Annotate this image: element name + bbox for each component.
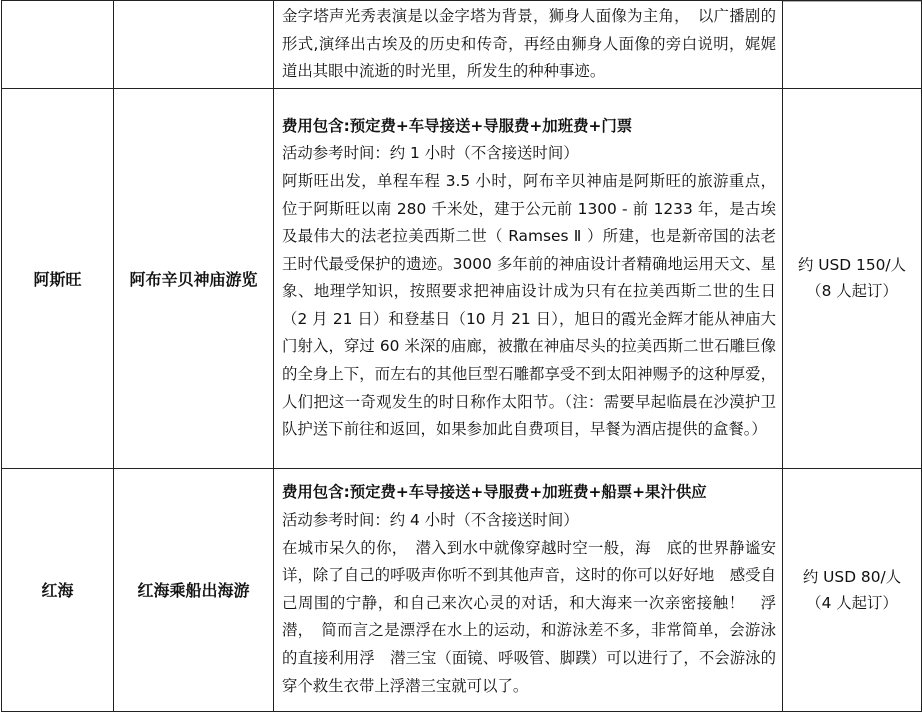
description-text: 阿斯旺出发，单程车程 3.5 小时，阿布辛贝神庙是阿斯旺的旅游重点，位于阿斯旺以南 280 千米处，建于公元前 1300 - 前 1233 年，是古埃及最伟大的法老拉美西斯二世（ Ramses Ⅱ ）所建，也是新帝国的法老王时代最受保护的遗迹。3000 多年前的神庙设计者精确地运用天文、星象、地理学知识，按照要求把神庙设计成为只有在拉美西斯二世的生日（2 月 21 日）和登基日（10 月 21 日），旭日的霞光金辉才能从神庙大门射入，穿过 60 米深的庙廊，被撒在神庙尽头的拉美西斯二世石雕巨像的全身上下，而左右的其他巨型石雕都享受不到太阳神赐予的这种厚爱，人们把这一奇观发生的时日称作太阳节。（注：需要早起临晨在沙漠护卫队护送下前往和返回，如果参加此自费项目，早餐为酒店提供的盒餐。） — [282, 171, 776, 439]
fee-included-text: 费用包含:预定费+车导接送+导服费+加班费+船票+果汁供应 — [282, 483, 707, 502]
description-cell — [274, 1, 783, 89]
description-text: 金字塔声光秀表演是以金字塔为背景，狮身人面像为主角， 以广播剧的形式,演绎出古埃及的历史和传奇，再经由狮身人面像的旁白说明，娓娓道出其眼中流逝的时光里，所发生的种种事迹。 — [282, 7, 776, 81]
description-cell — [274, 88, 783, 468]
activity-duration-text: 活动参考时间：约 1 小时（不含接送时间） — [282, 144, 579, 163]
activity-cell: 阿布辛贝神庙游览 — [114, 88, 274, 468]
place-cell — [2, 1, 114, 89]
optional-activities-table — [1, 0, 922, 712]
price-cell — [783, 1, 922, 89]
price-cell — [783, 88, 922, 468]
minimum-group-text: （4 人起订） — [806, 593, 898, 612]
price-text: 约 USD 150/人 — [797, 256, 906, 275]
description-cell — [274, 468, 783, 711]
place-cell: 阿斯旺 — [2, 88, 114, 468]
activity-cell — [114, 1, 274, 89]
place-cell: 红海 — [2, 468, 114, 711]
price-cell — [783, 468, 922, 711]
fee-included-text: 费用包含:预定费+车导接送+导服费+加班费+门票 — [282, 116, 633, 135]
description-text: 在城市呆久的你， 潜入到水中就像穿越时空一般，海 底的世界静谧安详，除了自己的呼吸声你听不到其他声音，这时的你可以好好地 感受自己周围的宁静，和自己来次心灵的对话，和大海来一次亲密接触！ 浮潜， 简而言之是漂浮在水上的运动，和游泳差不多，非常简单，会游泳的直接利用浮 潜三宝（面镜、呼吸管、脚蹼）可以进行了，不会游泳的穿个救生衣带上浮潜三宝就可以了。 — [282, 538, 776, 695]
price-text: 约 USD 80/人 — [802, 567, 902, 586]
table-row — [2, 88, 922, 468]
minimum-group-text: （8 人起订） — [806, 282, 898, 301]
activity-cell: 红海乘船出海游 — [114, 468, 274, 711]
activity-duration-text: 活动参考时间：约 4 小时（不含接送时间） — [282, 511, 579, 529]
table-row — [2, 468, 922, 711]
table-row — [2, 1, 922, 89]
